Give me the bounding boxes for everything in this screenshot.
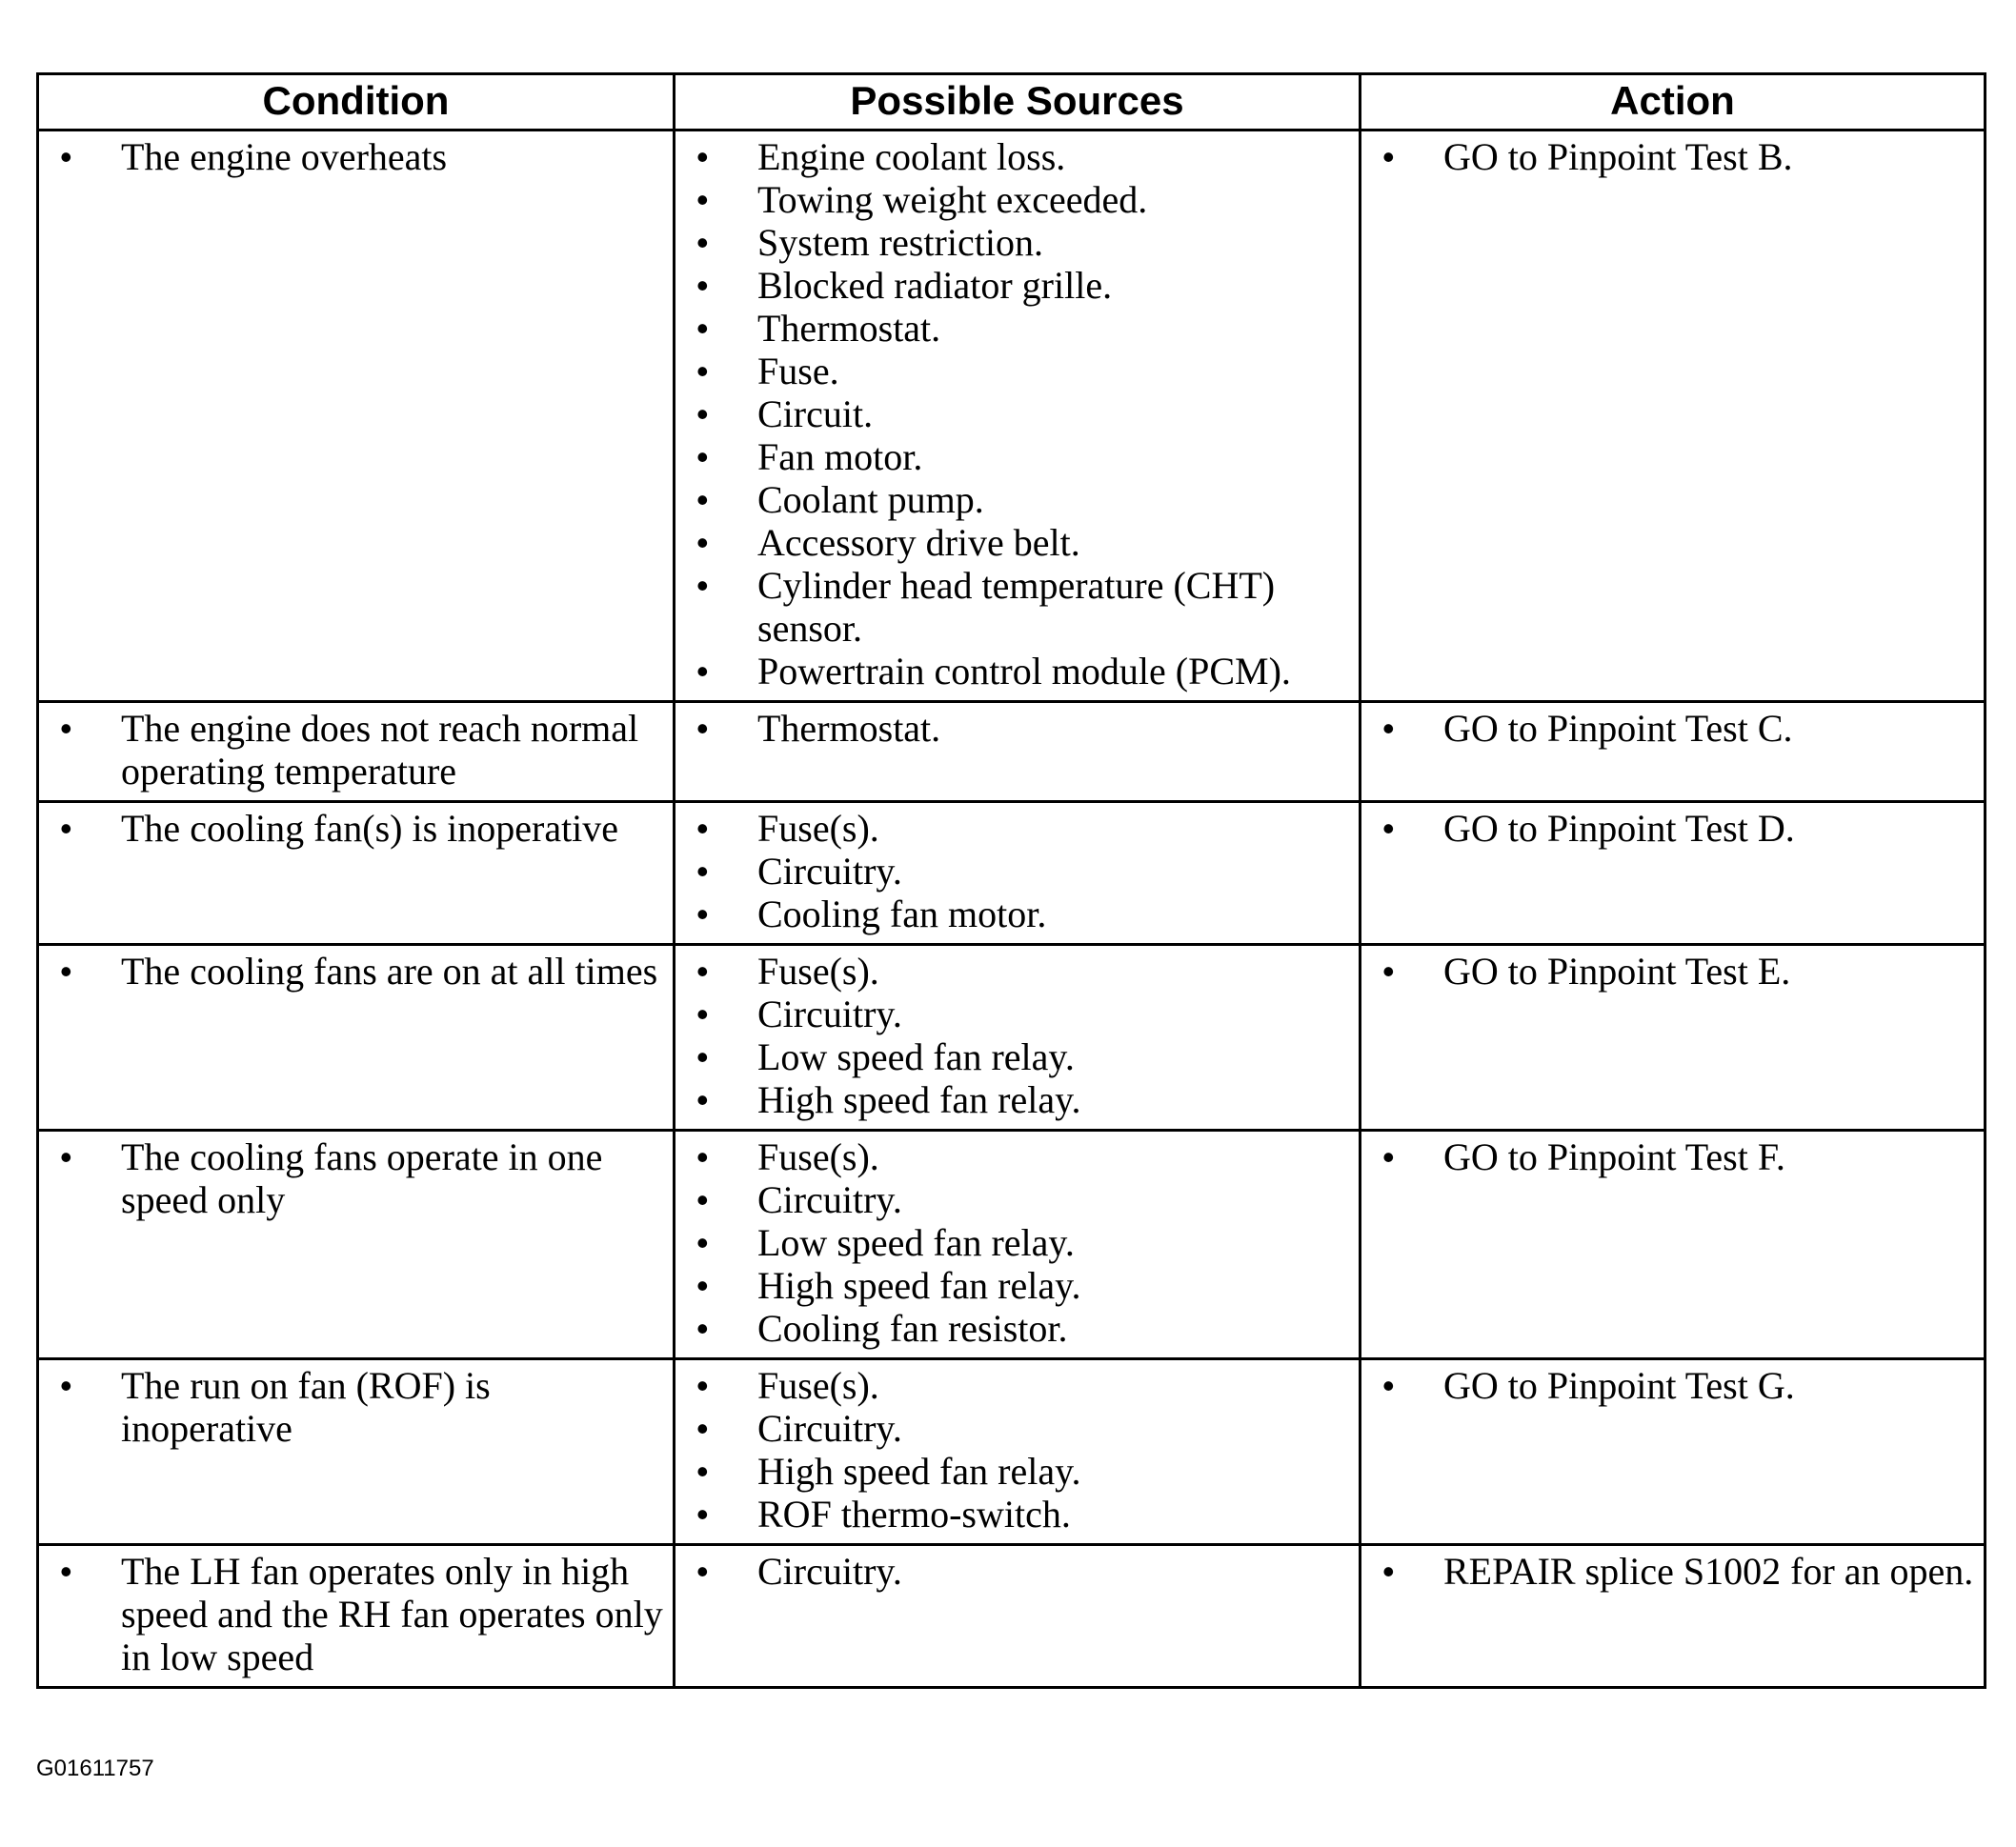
action-cell [1361,945,1986,1131]
list-item [47,135,665,178]
list-item [1369,807,1976,850]
list-item-text: REPAIR splice S1002 for an open. [1443,1550,1974,1593]
table-body [38,130,1986,1688]
action-cell [1361,1359,1986,1545]
header-row [38,74,1986,130]
list-item [1369,135,1976,178]
bullet-icon: • [696,309,709,348]
bullet-icon: • [696,223,709,262]
bullet-list [47,950,665,993]
bullet-icon: • [696,1080,709,1119]
table-row [38,1359,1986,1545]
bullet-list [1369,807,1976,850]
list-item [1369,707,1976,750]
bullet-list [683,807,1351,935]
table-row [38,945,1986,1131]
list-item-text: Cooling fan motor. [757,893,1047,935]
list-item-text: Engine coolant loss. [757,135,1066,178]
list-item-text: Circuitry. [757,1407,902,1450]
list-item [683,1135,1351,1178]
bullet-icon: • [1382,1552,1395,1591]
list-item [683,392,1351,435]
condition-cell [38,130,675,702]
list-item-text: Circuit. [757,392,874,435]
list-item-text: High speed fan relay. [757,1264,1081,1307]
bullet-icon: • [696,809,709,848]
header-condition: Condition [38,74,675,130]
list-item-text: Cylinder head temperature (CHT) sensor. [757,564,1276,650]
bullet-icon: • [1382,1137,1395,1176]
list-item [683,1550,1351,1593]
condition-cell [38,702,675,802]
bullet-list [683,1364,1351,1536]
list-item-text: ROF thermo-switch. [757,1493,1071,1536]
header-action: Action [1361,74,1986,130]
bullet-icon: • [60,137,72,176]
list-item [683,893,1351,935]
bullet-icon: • [696,1137,709,1176]
list-item [1369,1364,1976,1407]
list-item-text: Thermostat. [757,307,941,350]
list-item [683,950,1351,993]
list-item-text: Circuitry. [757,850,902,893]
bullet-icon: • [696,1552,709,1591]
header-possible-sources: Possible Sources [675,74,1361,130]
action-cell [1361,802,1986,945]
bullet-icon: • [60,1552,72,1591]
list-item-text: High speed fan relay. [757,1450,1081,1493]
list-item [683,178,1351,221]
bullet-icon: • [696,852,709,891]
list-item [683,521,1351,564]
list-item-text: Fuse(s). [757,1135,879,1178]
condition-cell [38,802,675,945]
possible-sources-cell [675,802,1361,945]
list-item [47,807,665,850]
bullet-icon: • [696,709,709,748]
bullet-icon: • [696,1495,709,1534]
action-cell [1361,130,1986,702]
bullet-icon: • [696,1452,709,1491]
list-item [683,564,1351,650]
list-item-text: Low speed fan relay. [757,1035,1075,1078]
list-item [47,1364,665,1450]
action-cell [1361,702,1986,802]
list-item-text: Circuitry. [757,993,902,1035]
list-item-text: GO to Pinpoint Test F. [1443,1135,1785,1178]
list-item-text: The engine does not reach normal operating temperature [121,707,639,793]
list-item [47,1550,665,1678]
list-item [683,307,1351,350]
list-item [683,1264,1351,1307]
list-item-text: Coolant pump. [757,478,984,521]
list-item [683,435,1351,478]
list-item [683,650,1351,693]
list-item-text: Fuse(s). [757,807,879,850]
possible-sources-cell [675,1131,1361,1359]
bullet-icon: • [696,480,709,519]
list-item-text: The LH fan operates only in high speed and the RH fan operates only in low speed [121,1550,663,1678]
bullet-icon: • [60,809,72,848]
bullet-list [683,707,1351,750]
bullet-icon: • [696,523,709,562]
list-item [1369,950,1976,993]
list-item [683,1078,1351,1121]
list-item-text: Fuse(s). [757,950,879,993]
bullet-icon: • [60,1137,72,1176]
list-item-text: GO to Pinpoint Test D. [1443,807,1795,850]
list-item-text: The cooling fan(s) is inoperative [121,807,619,850]
bullet-icon: • [1382,1366,1395,1405]
list-item-text: System restriction. [757,221,1043,264]
condition-cell [38,945,675,1131]
list-item [683,1364,1351,1407]
list-item [683,807,1351,850]
bullet-list [47,1364,665,1450]
bullet-list [1369,135,1976,178]
table-row [38,1545,1986,1688]
list-item [683,1221,1351,1264]
condition-cell [38,1131,675,1359]
bullet-icon: • [696,1366,709,1405]
bullet-icon: • [696,1266,709,1305]
list-item [683,993,1351,1035]
bullet-list [1369,1135,1976,1178]
possible-sources-cell [675,945,1361,1131]
bullet-icon: • [696,566,709,605]
bullet-list [683,135,1351,693]
list-item [1369,1550,1976,1593]
diagnostic-table-container [36,72,1984,1689]
bullet-icon: • [1382,809,1395,848]
bullet-list [1369,707,1976,750]
list-item-text: The cooling fans operate in one speed only [121,1135,603,1221]
bullet-icon: • [696,652,709,691]
list-item [683,850,1351,893]
list-item-text: Cooling fan resistor. [757,1307,1068,1350]
table-row [38,130,1986,702]
condition-cell [38,1545,675,1688]
list-item [683,1035,1351,1078]
list-item [683,1450,1351,1493]
list-item [47,950,665,993]
list-item-text: GO to Pinpoint Test E. [1443,950,1791,993]
bullet-icon: • [1382,952,1395,991]
possible-sources-cell [675,1545,1361,1688]
list-item-text: High speed fan relay. [757,1078,1081,1121]
bullet-icon: • [696,351,709,391]
condition-cell [38,1359,675,1545]
list-item [683,1307,1351,1350]
list-item-text: GO to Pinpoint Test G. [1443,1364,1795,1407]
bullet-icon: • [696,437,709,476]
list-item-text: Fuse. [757,350,839,392]
list-item-text: GO to Pinpoint Test C. [1443,707,1793,750]
list-item [683,264,1351,307]
symptom-chart-table [36,72,1986,1689]
list-item-text: Thermostat. [757,707,941,750]
list-item [47,1135,665,1221]
list-item [683,350,1351,392]
list-item-text: Towing weight exceeded. [757,178,1148,221]
list-item-text: Circuitry. [757,1550,902,1593]
bullet-list [47,707,665,793]
list-item [683,221,1351,264]
bullet-list [683,1135,1351,1350]
figure-id: G01611757 [36,1756,154,1781]
list-item-text: The cooling fans are on at all times [121,950,658,993]
list-item-text: Fuse(s). [757,1364,879,1407]
list-item-text: Accessory drive belt. [757,521,1080,564]
bullet-list [683,950,1351,1121]
action-cell [1361,1131,1986,1359]
list-item [683,135,1351,178]
bullet-list [47,1135,665,1221]
list-item-text: Fan motor. [757,435,923,478]
table-row [38,702,1986,802]
bullet-icon: • [60,952,72,991]
list-item-text: The run on fan (ROF) is inoperative [121,1364,491,1450]
bullet-icon: • [696,266,709,305]
bullet-icon: • [696,1309,709,1348]
bullet-icon: • [696,1037,709,1076]
table-row [38,1131,1986,1359]
bullet-list [683,1550,1351,1593]
bullet-list [1369,950,1976,993]
possible-sources-cell [675,130,1361,702]
list-item [683,478,1351,521]
bullet-icon: • [1382,709,1395,748]
action-cell [1361,1545,1986,1688]
list-item [683,1178,1351,1221]
bullet-icon: • [696,394,709,433]
list-item [683,1407,1351,1450]
bullet-icon: • [696,1180,709,1219]
bullet-list [1369,1364,1976,1407]
bullet-icon: • [60,709,72,748]
bullet-icon: • [696,894,709,934]
list-item-text: Circuitry. [757,1178,902,1221]
list-item [683,1493,1351,1536]
list-item [1369,1135,1976,1178]
bullet-icon: • [60,1366,72,1405]
table-row [38,802,1986,945]
bullet-icon: • [696,1223,709,1262]
list-item-text: Blocked radiator grille. [757,264,1113,307]
bullet-icon: • [696,1409,709,1448]
possible-sources-cell [675,1359,1361,1545]
bullet-icon: • [696,137,709,176]
list-item-text: Low speed fan relay. [757,1221,1075,1264]
list-item-text: Powertrain control module (PCM). [757,650,1291,693]
list-item [683,707,1351,750]
bullet-icon: • [696,994,709,1034]
table-header [38,74,1986,130]
bullet-list [47,1550,665,1678]
bullet-list [1369,1550,1976,1593]
bullet-icon: • [1382,137,1395,176]
list-item-text: GO to Pinpoint Test B. [1443,135,1793,178]
bullet-icon: • [696,180,709,219]
possible-sources-cell [675,702,1361,802]
bullet-list [47,135,665,178]
list-item-text: The engine overheats [121,135,448,178]
bullet-list [47,807,665,850]
list-item [47,707,665,793]
bullet-icon: • [696,952,709,991]
